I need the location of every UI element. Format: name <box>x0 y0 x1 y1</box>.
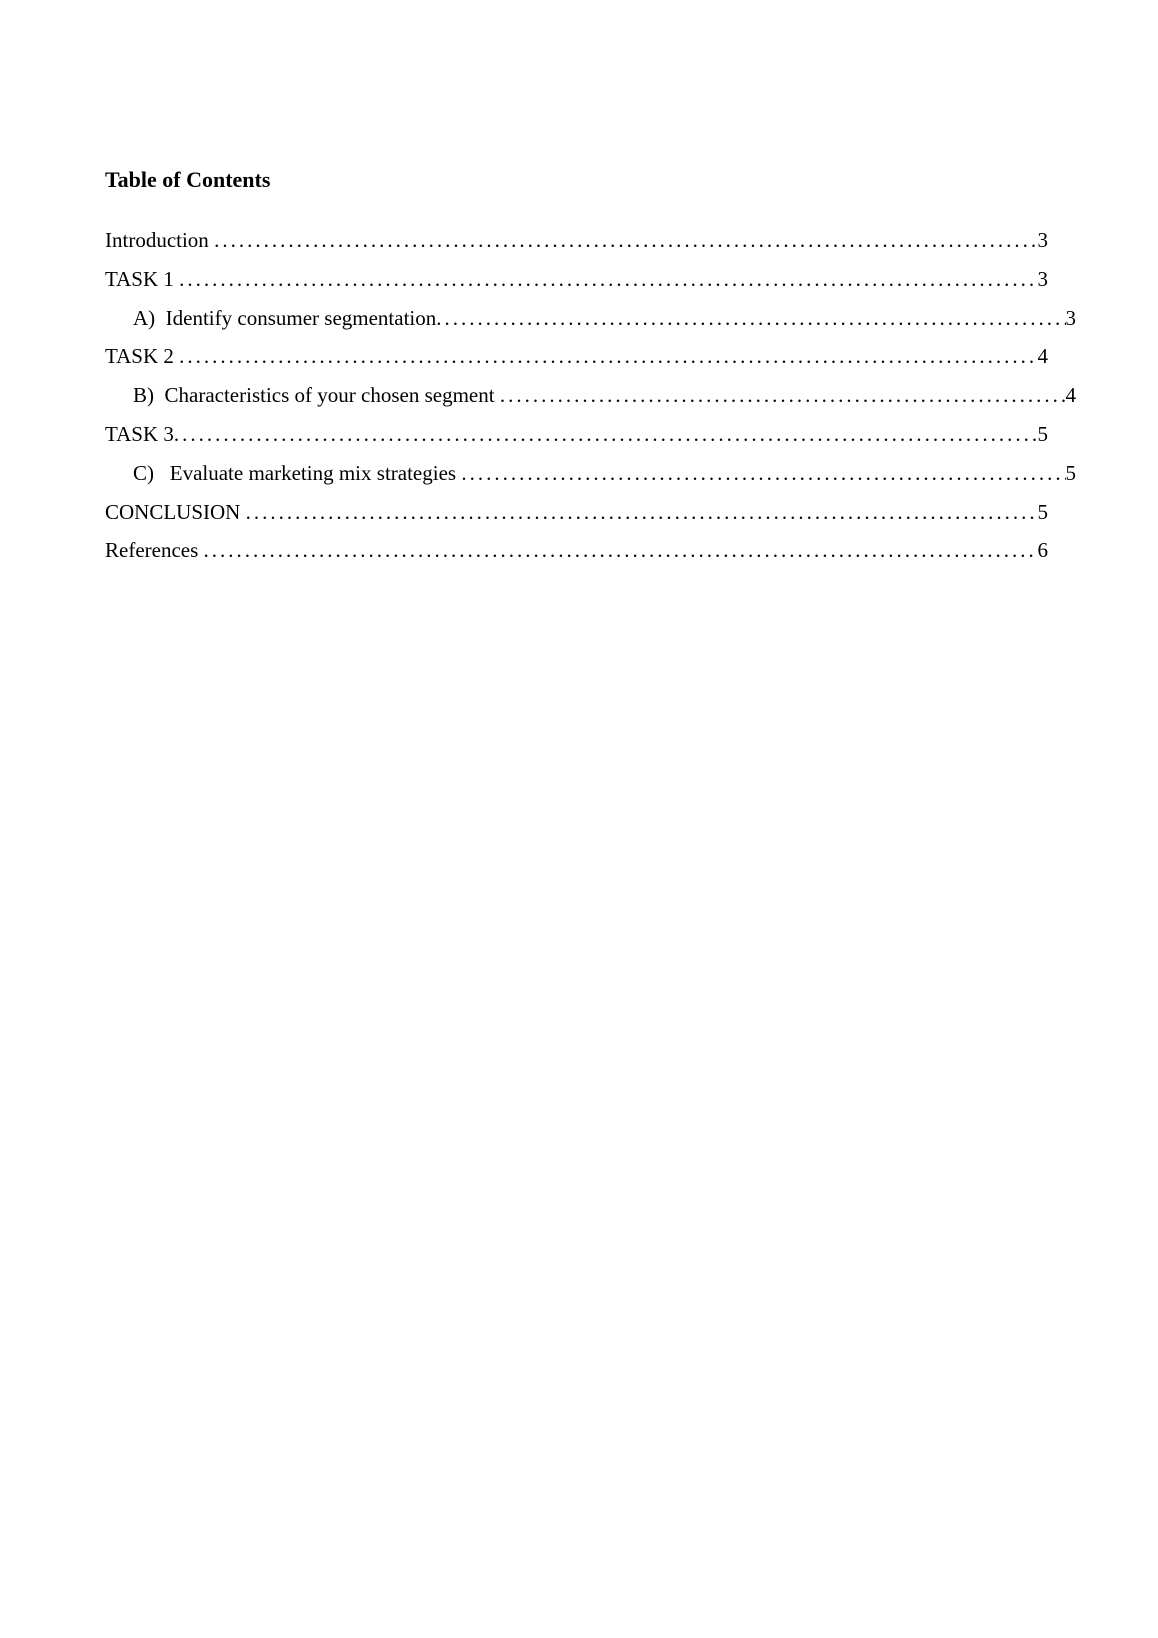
toc-entry <box>105 415 1048 454</box>
toc-entry <box>105 221 1048 260</box>
toc-entry-page: 3 <box>1037 228 1048 252</box>
toc-entry-page: 3 <box>1065 305 1076 330</box>
toc-entry-page: 6 <box>1037 538 1048 563</box>
toc-dot-leader <box>179 260 1037 299</box>
toc-entry-label: B) Characteristics of your chosen segment <box>133 383 500 408</box>
toc-dot-leader <box>500 376 1066 415</box>
toc-entry-page: 5 <box>1065 460 1076 485</box>
page-title: Table of Contents <box>105 167 271 192</box>
toc-dot-leader <box>461 454 1065 493</box>
toc-dot-leader <box>174 415 1038 454</box>
toc-dot-leader <box>214 221 1037 260</box>
toc-entry-page: 3 <box>1037 266 1048 291</box>
toc-entry-label: TASK 1 <box>105 266 180 291</box>
toc-entry-label: TASK 2 <box>105 344 180 369</box>
toc-entry-label: TASK 3 <box>105 421 174 446</box>
toc-entry <box>105 337 1048 376</box>
toc-dot-leader <box>204 531 1038 570</box>
toc-entry-label: CONCLUSION <box>105 499 246 524</box>
toc-entry-label: C) Evaluate marketing mix strategies <box>133 460 462 485</box>
toc-entry-page: 4 <box>1037 344 1048 369</box>
toc-entry-page: 5 <box>1037 421 1048 446</box>
toc-entry <box>105 299 1076 338</box>
toc-entry-label: A) Identify consumer segmentation <box>133 305 437 330</box>
toc-entry <box>105 376 1076 415</box>
toc-entry <box>105 493 1048 532</box>
toc-entry <box>105 454 1076 493</box>
toc-dot-leader <box>179 337 1037 376</box>
toc-entry-page: 5 <box>1037 499 1048 524</box>
toc-entry <box>105 531 1048 570</box>
toc-dot-leader <box>246 493 1038 532</box>
toc-entry-label: Introduction <box>105 228 215 252</box>
toc-entry-page: 4 <box>1065 383 1076 408</box>
toc-list <box>105 221 1076 570</box>
toc-entry <box>105 260 1048 299</box>
toc-entry-label: References <box>105 538 204 563</box>
toc-dot-leader <box>436 299 1065 338</box>
